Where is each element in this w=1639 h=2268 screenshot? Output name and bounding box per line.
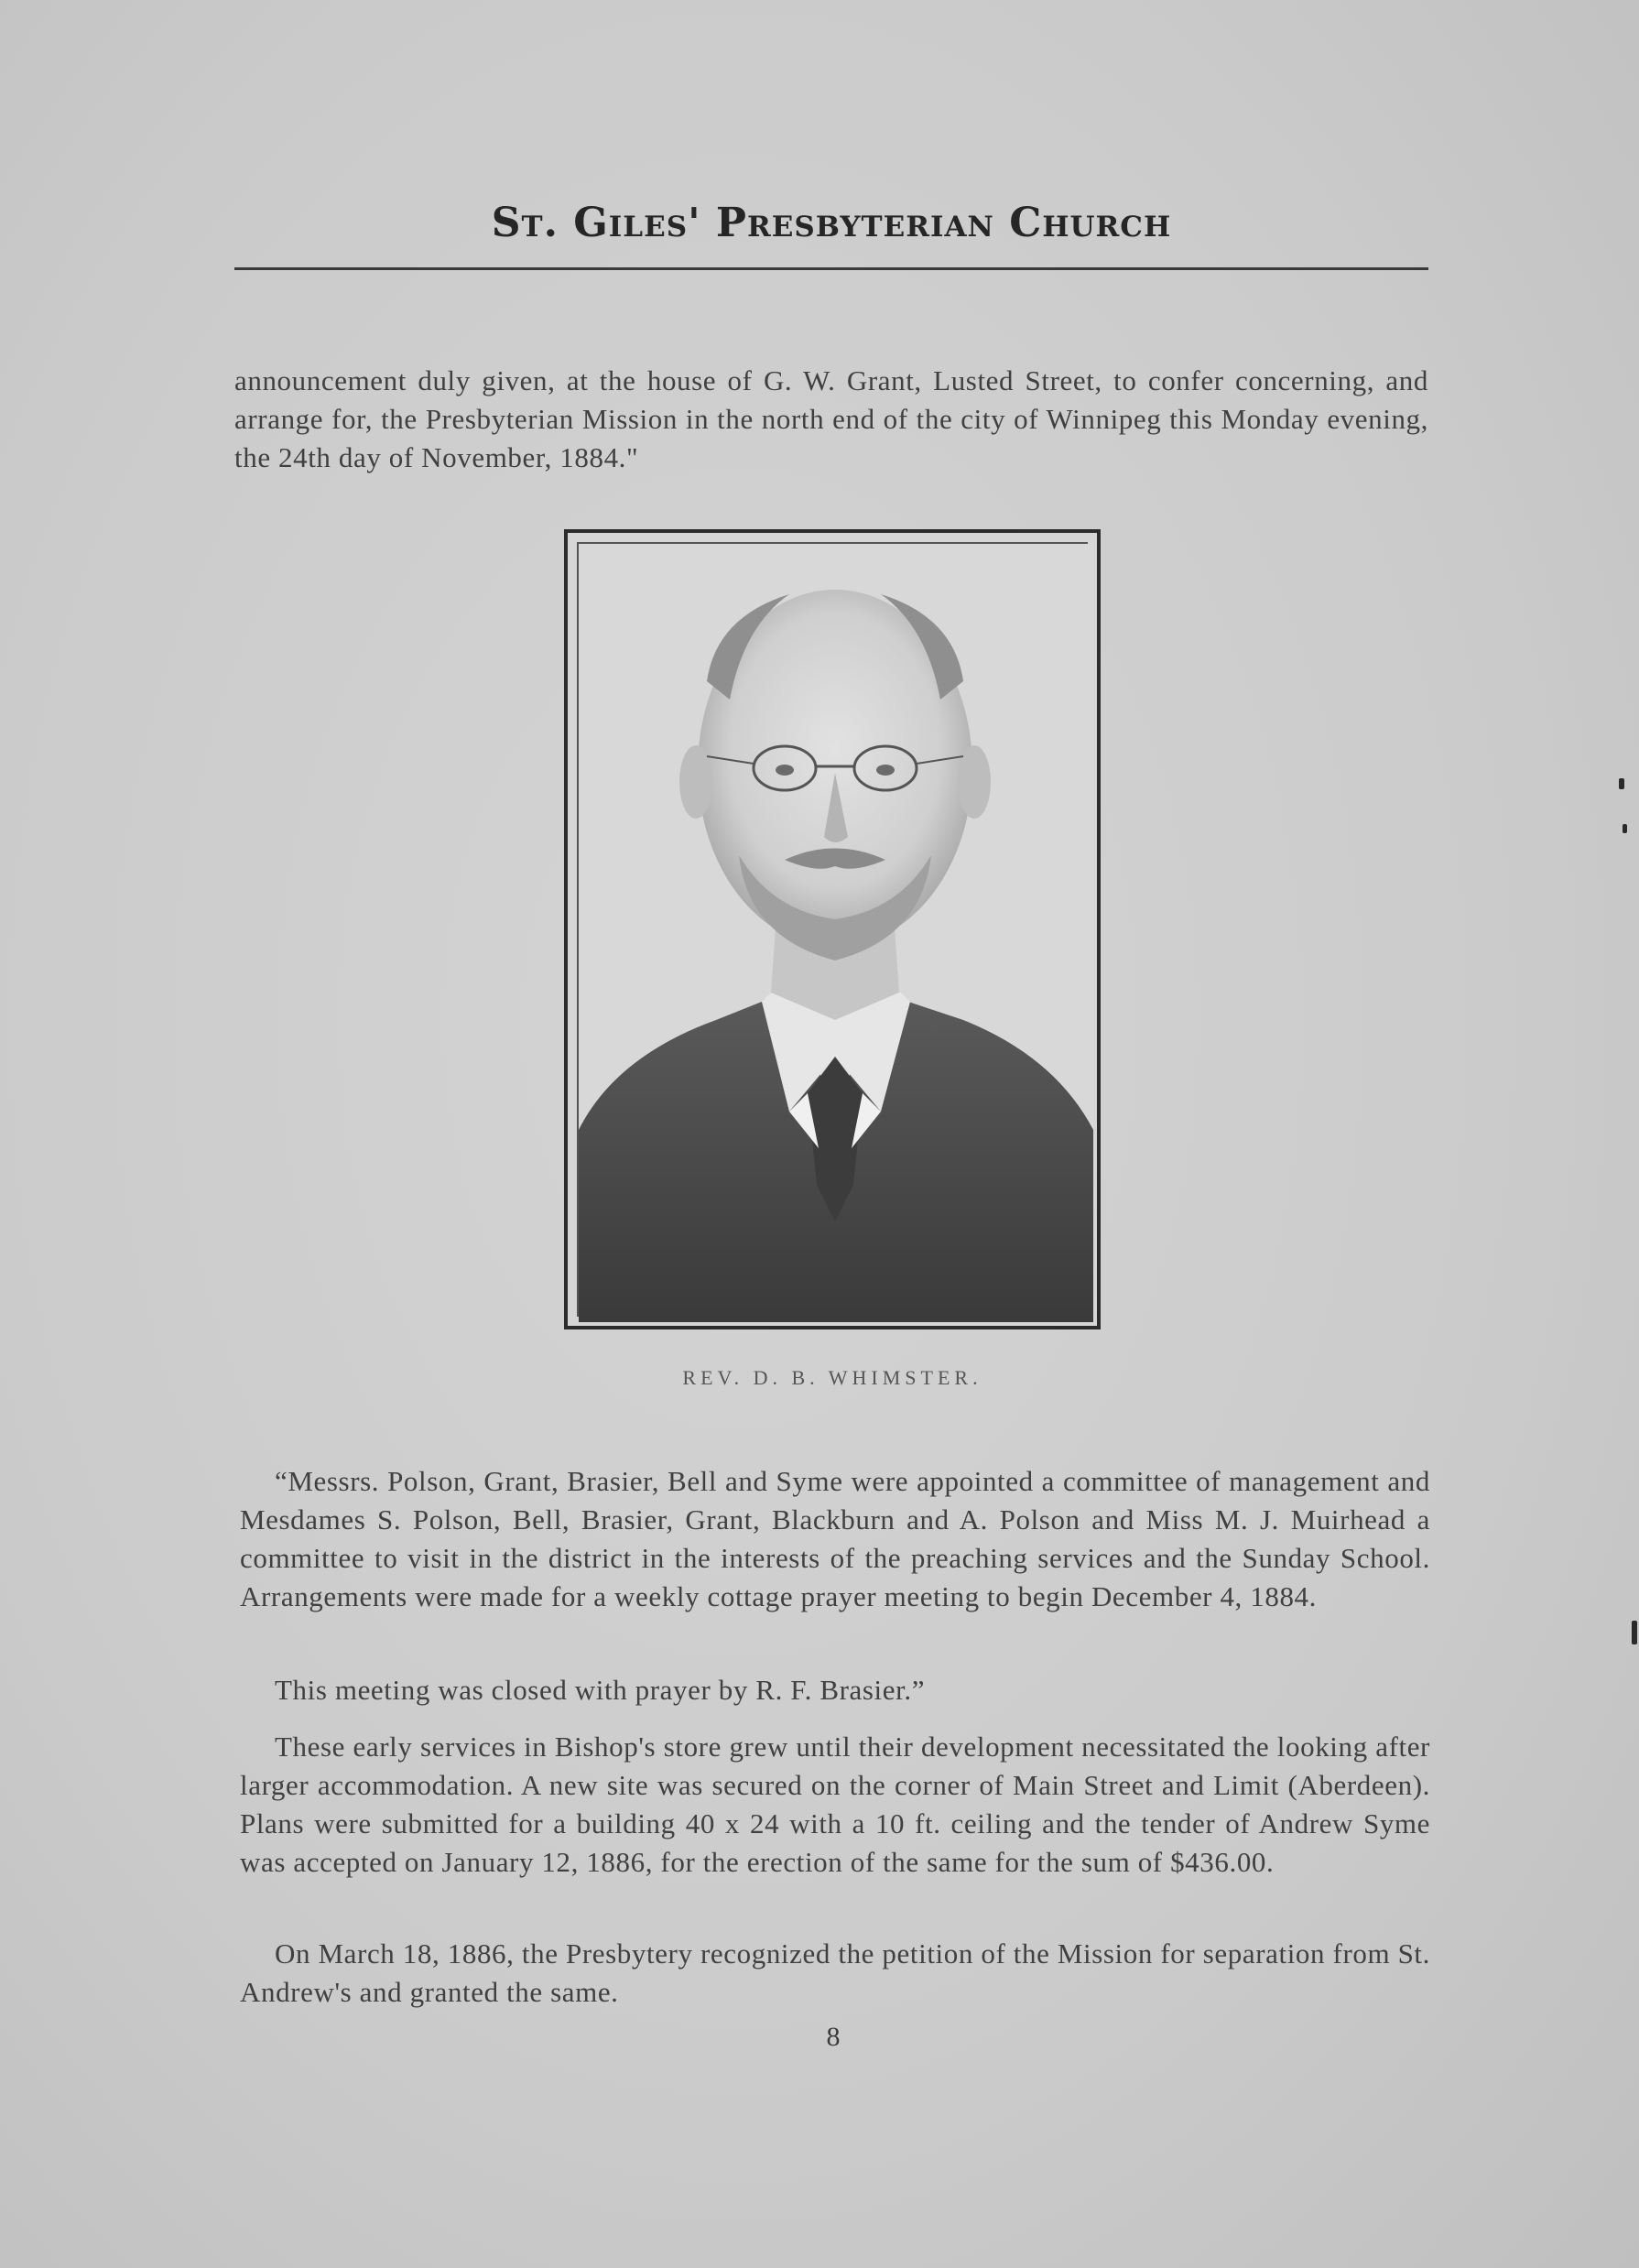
- portrait-photo-inner: [577, 542, 1088, 1317]
- paragraph-march: On March 18, 1886, the Presbytery recognized the petition of the Mission for separation from St. Andrew's and granted the same.: [240, 1937, 1430, 2008]
- paragraph-committee: “Messrs. Polson, Grant, Brasier, Bell and Syme were appointed a committee of management and Mesdames S. Polson, Bell, Brasier, Grant, Blackburn and A. Polson and Miss M. J. Muirhead a committee to visit in the district in the interests of the preaching services and the Sunday School. Arrangements were made for a weekly cottage prayer meeting to begin December 4, 1884.: [240, 1465, 1430, 1612]
- paragraph-early-services: These early services in Bishop's store grew until their development necessitated the looking after larger accommodation. A new site was secured on the corner of Main Street and Limit (Aberdeen). Plans were submitted for a building 40 x 24 with a 10 ft. ceiling and the tender of Andrew Syme was accepted on January 12, 1886, for the erection of the same for the sum of $436.00.: [240, 1731, 1430, 1878]
- paragraph-closing: This meeting was closed with prayer by R. F. Brasier.”: [275, 1674, 926, 1706]
- portrait-caption: REV. D. B. WHIMSTER.: [682, 1366, 982, 1389]
- portrait-photo: [564, 529, 1101, 1329]
- scan-edge-mark: [1632, 1621, 1637, 1644]
- header-rule: [234, 267, 1428, 270]
- scan-edge-mark: [1623, 824, 1627, 833]
- running-header: [234, 200, 1428, 246]
- portrait-illustration: [579, 544, 1093, 1322]
- paragraph-intro: announcement duly given, at the house of G. W. Grant, Lusted Street, to confer concerning, and arrange for, the Presbyterian Mission in the north end of the city of Winnipeg this Monday evening, the 24th day of November, 1884.": [234, 364, 1428, 473]
- page-number: 8: [826, 2022, 841, 2052]
- scan-edge-mark: [1619, 778, 1624, 789]
- header-title: St. Giles' Presbyterian Church: [491, 200, 1172, 246]
